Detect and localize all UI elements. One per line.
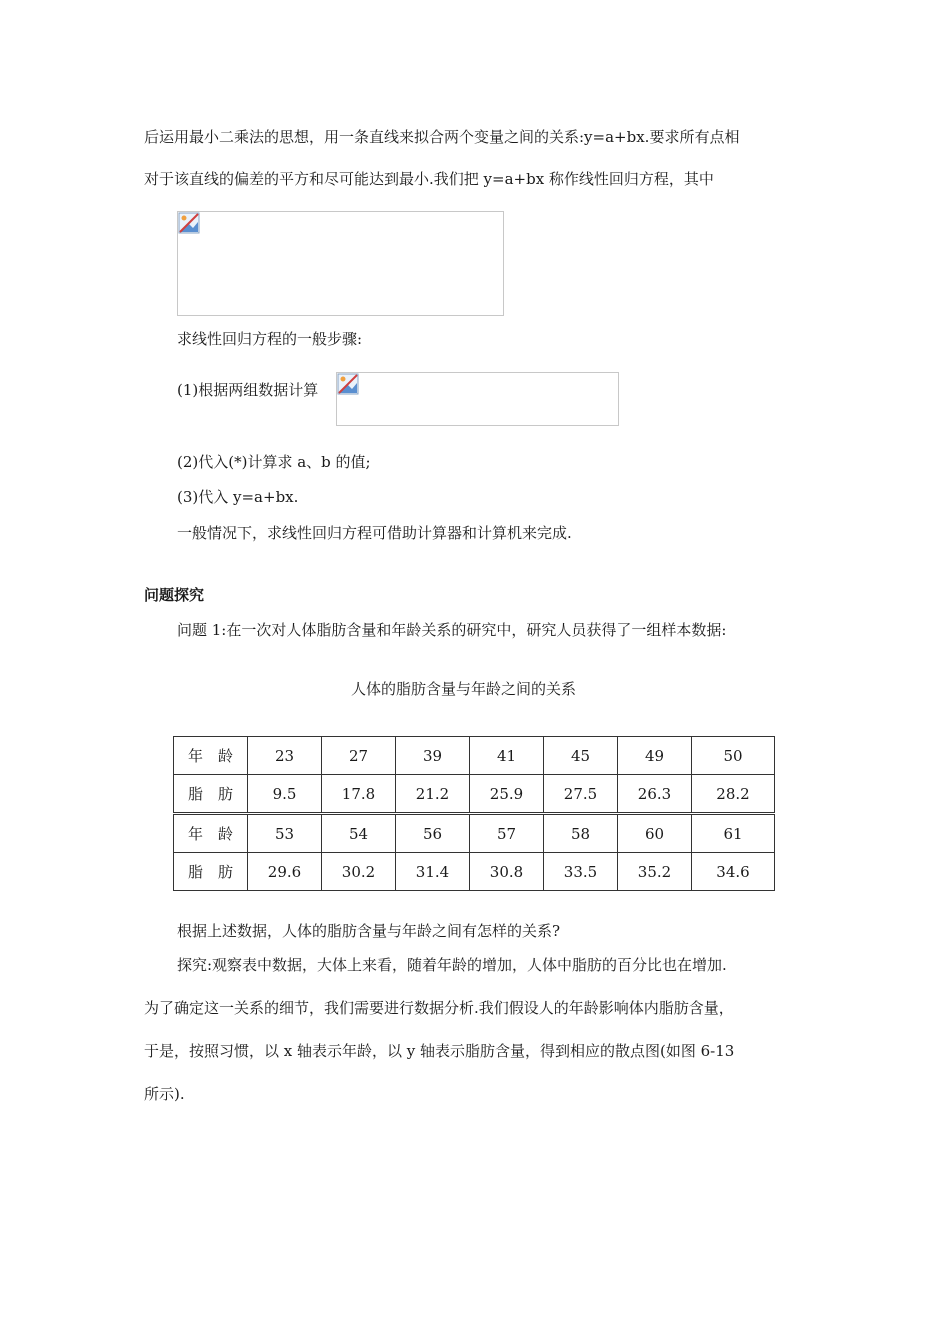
table-cell: 50 bbox=[692, 737, 775, 775]
table-cell: 27.5 bbox=[544, 775, 618, 814]
table-row bbox=[174, 814, 775, 853]
table-row bbox=[174, 775, 775, 814]
broken-image-icon bbox=[337, 373, 359, 395]
table-cell: 61 bbox=[692, 814, 775, 853]
table-cell: 53 bbox=[248, 814, 322, 853]
table-cell: 35.2 bbox=[618, 853, 692, 891]
problem-statement: 问题 1:在一次对人体脂肪含量和年龄关系的研究中，研究人员获得了一组样本数据: bbox=[177, 621, 727, 639]
table-cell: 54 bbox=[322, 814, 396, 853]
table-cell: 9.5 bbox=[248, 775, 322, 814]
general-note: 一般情况下，求线性回归方程可借助计算器和计算机来完成. bbox=[177, 524, 572, 542]
analysis-line: 所示). bbox=[144, 1085, 185, 1103]
paragraph-line: 对于该直线的偏差的平方和尽可能达到最小.我们把 y=a+bx 称作线性回归方程，其中 bbox=[144, 170, 714, 188]
table-cell: 41 bbox=[470, 737, 544, 775]
section-heading: 问题探究 bbox=[144, 586, 205, 604]
steps-title: 求线性回归方程的一般步骤: bbox=[177, 330, 363, 348]
table-cell: 31.4 bbox=[396, 853, 470, 891]
row-label-age: 年 龄 bbox=[174, 814, 248, 853]
table-cell: 25.9 bbox=[470, 775, 544, 814]
table-row bbox=[174, 853, 775, 891]
paragraph-line: 后运用最小二乘法的思想，用一条直线来拟合两个变量之间的关系:y=a+bx.要求所有点相 bbox=[144, 128, 740, 146]
table-cell: 29.6 bbox=[248, 853, 322, 891]
table-cell: 56 bbox=[396, 814, 470, 853]
analysis-line: 探究:观察表中数据，大体上来看，随着年龄的增加，人体中脂肪的百分比也在增加. bbox=[177, 956, 727, 974]
analysis-line: 为了确定这一关系的细节，我们需要进行数据分析.我们假设人的年龄影响体内脂肪含量， bbox=[144, 999, 734, 1017]
analysis-question: 根据上述数据，人体的脂肪含量与年龄之间有怎样的关系? bbox=[177, 922, 561, 940]
analysis-line: 于是，按照习惯，以 x 轴表示年龄，以 y 轴表示脂肪含量，得到相应的散点图(如图 6-13 bbox=[144, 1042, 735, 1060]
table-cell: 23 bbox=[248, 737, 322, 775]
table-cell: 60 bbox=[618, 814, 692, 853]
table-cell: 39 bbox=[396, 737, 470, 775]
table-cell: 33.5 bbox=[544, 853, 618, 891]
table-cell: 58 bbox=[544, 814, 618, 853]
table-cell: 45 bbox=[544, 737, 618, 775]
row-label-age: 年 龄 bbox=[174, 737, 248, 775]
table-cell: 17.8 bbox=[322, 775, 396, 814]
table-cell: 26.3 bbox=[618, 775, 692, 814]
row-label-fat: 脂 肪 bbox=[174, 775, 248, 814]
table-cell: 30.8 bbox=[470, 853, 544, 891]
step-1: (1)根据两组数据计算 bbox=[177, 381, 319, 399]
formula-image-placeholder bbox=[177, 211, 504, 316]
table-cell: 30.2 bbox=[322, 853, 396, 891]
table-cell: 21.2 bbox=[396, 775, 470, 814]
formula-image-placeholder bbox=[336, 372, 619, 426]
table-cell: 34.6 bbox=[692, 853, 775, 891]
table-caption: 人体的脂肪含量与年龄之间的关系 bbox=[351, 680, 577, 698]
row-label-fat: 脂 肪 bbox=[174, 853, 248, 891]
table-cell: 49 bbox=[618, 737, 692, 775]
table-cell: 27 bbox=[322, 737, 396, 775]
table-row bbox=[174, 737, 775, 775]
step-3: (3)代入 y=a+bx. bbox=[177, 488, 299, 506]
table-cell: 57 bbox=[470, 814, 544, 853]
data-table bbox=[173, 736, 775, 891]
step-2: (2)代入(*)计算求 a、b 的值; bbox=[177, 453, 371, 471]
broken-image-icon bbox=[178, 212, 200, 234]
table-cell: 28.2 bbox=[692, 775, 775, 814]
